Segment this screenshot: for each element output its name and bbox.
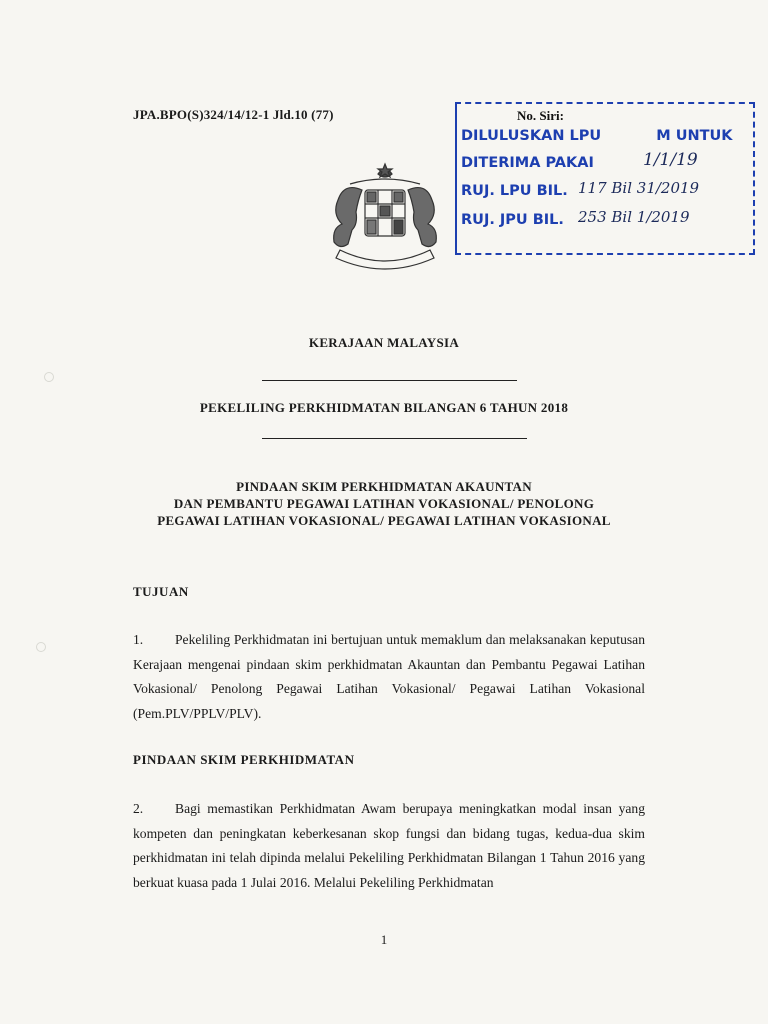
paragraph-1 — [133, 628, 645, 726]
stamp-line-accepted: DITERIMA PAKAI — [461, 155, 594, 171]
paragraph-2 — [133, 797, 645, 895]
page-number: 1 — [380, 932, 388, 947]
divider-bottom — [262, 438, 527, 439]
stamp-handwritten-jpu: 253 Bil 1/2019 — [578, 208, 690, 226]
subject-line-3: PEGAWAI LATIHAN VOKASIONAL/ PEGAWAI LATIHAN VOKASIONAL — [157, 513, 611, 528]
circular-title: PEKELILING PERKHIDMATAN BILANGAN 6 TAHUN 2018 — [199, 400, 569, 415]
stamp-line-lpu: RUJ. LPU BIL. — [461, 183, 568, 199]
stamp-handwritten-lpu: 117 Bil 31/2019 — [578, 179, 700, 197]
paragraph-2-number: 2. — [133, 801, 144, 816]
section-heading-pindaan: PINDAAN SKIM PERKHIDMATAN — [133, 752, 355, 767]
paragraph-1-text: Pekeliling Perkhidmatan ini bertujuan untuk memaklum dan melaksanakan keputusan Kerajaan mengenai pindaan skim perkhidmatan Akauntan dan Pembantu Pegawai Latihan Vokasional/ Penolong Pegawai Latihan Vokasional/ Pegawai Latihan Vokasional (Pem.PLV/PPLV/PLV). — [133, 632, 645, 721]
stamp-handwritten-date: 1/1/19 — [643, 150, 698, 170]
subject-line-1: PINDAAN SKIM PERKHIDMATAN AKAUNTAN — [236, 479, 532, 494]
coat-of-arms-icon — [320, 160, 450, 275]
divider-top — [262, 380, 517, 381]
reference-number: JPA.BPO(S)324/14/12-1 Jld.10 (77) — [133, 107, 334, 122]
paragraph-2-text: Bagi memastikan Perkhidmatan Awam berupaya meningkatkan modal insan yang kompeten dan peningkatan keberkesanan skop fungsi dan bidang tugas, kedua-dua skim perkhidmatan ini telah dipinda melalui Pekeliling Perkhidmatan Bilangan 1 Tahun 2016 yang berkuat kuasa pada 1 Julai 2016. Melalui Pekeliling Perkhidmatan — [133, 801, 645, 890]
section-heading-tujuan: TUJUAN — [133, 584, 189, 599]
stamp-no-siri: No. Siri: — [517, 108, 564, 123]
stamp-line-jpu: RUJ. JPU BIL. — [461, 212, 564, 228]
stamp-line-approved: DILULUSKAN LPU M UNTUK — [461, 128, 733, 144]
scan-speck — [36, 642, 46, 652]
subject-line-2: DAN PEMBANTU PEGAWAI LATIHAN VOKASIONAL/ PENOLONG — [173, 496, 595, 511]
government-title: KERAJAAN MALAYSIA — [308, 335, 460, 350]
scan-speck — [44, 372, 54, 382]
paragraph-1-number: 1. — [133, 632, 144, 647]
